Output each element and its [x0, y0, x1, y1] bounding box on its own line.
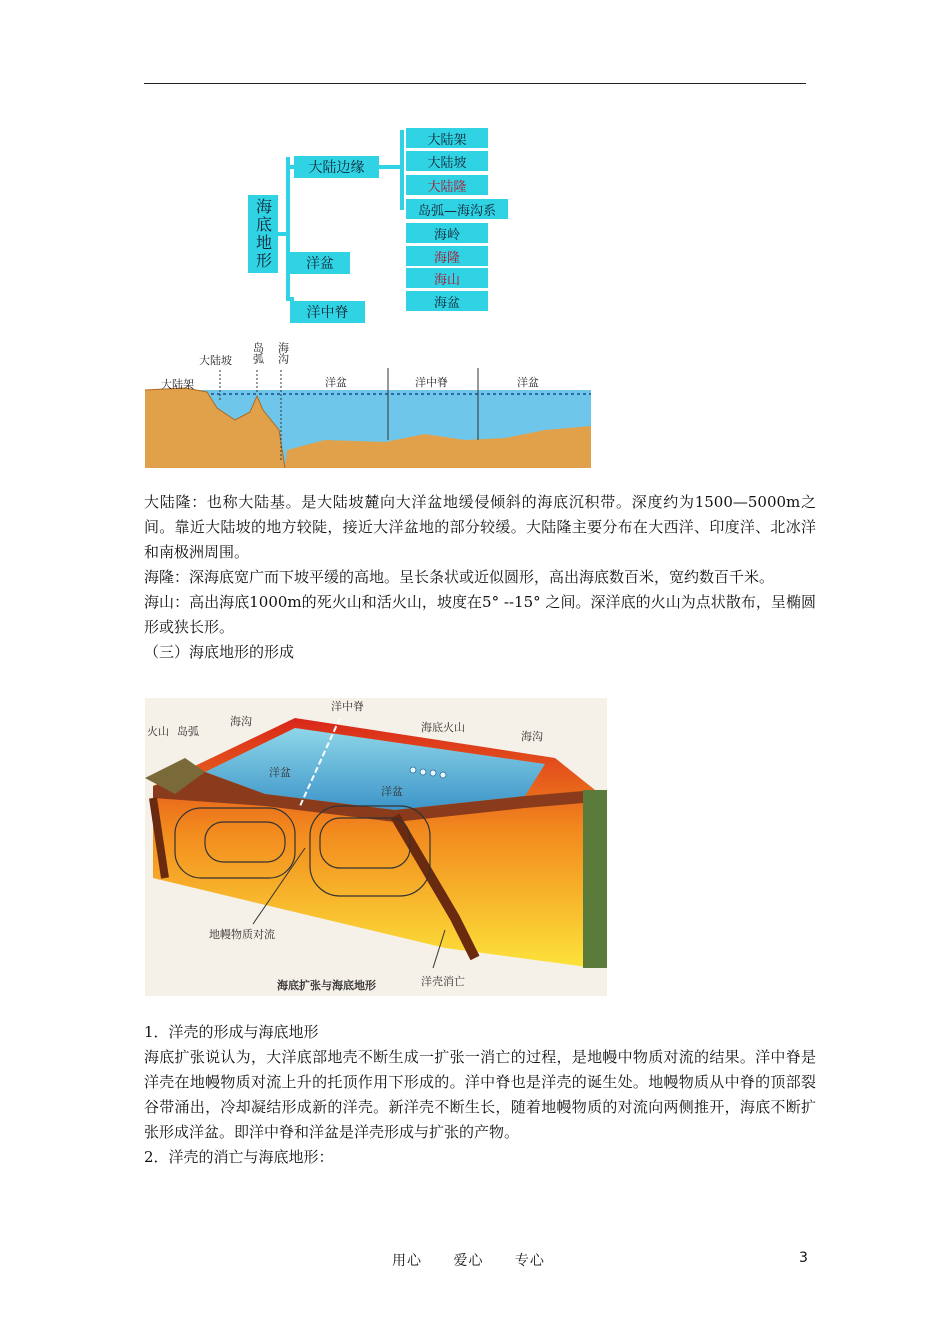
section-heading-formation: （三）海底地形的形成	[144, 643, 295, 661]
profile-label-basin1: 洋盆	[325, 376, 347, 389]
spread-caption: 海底扩张与海底地形	[277, 979, 376, 992]
seafloor-spreading-diagram	[145, 698, 607, 996]
spread-label-volcano: 火山	[147, 725, 169, 738]
tree-connector	[286, 157, 290, 300]
text-section-1	[144, 490, 816, 665]
tree-node-continental-margin: 大陆边缘	[294, 156, 379, 178]
seafloor-terrain-tree	[248, 120, 518, 330]
spread-label-basin-right: 洋盆	[381, 785, 403, 798]
subheading-crust-subduction: 2．洋壳的消亡与海底地形：	[144, 1148, 334, 1166]
spread-label-ridge: 洋中脊	[331, 700, 364, 713]
text-section-2	[144, 1020, 816, 1170]
tree-leaf: 海盆	[406, 291, 488, 311]
tree-leaf: 海山	[406, 268, 488, 288]
tree-leaf: 大陆架	[406, 128, 488, 148]
page-number: 3	[799, 1250, 808, 1266]
profile-label-basin2: 洋盆	[517, 376, 539, 389]
tree-node-ocean-basin: 洋盆	[290, 252, 350, 274]
paragraph-seafloor-spreading: 海底扩张说认为，大洋底部地壳不断生成一扩张一消亡的过程，是地幔中物质对流的结果。洋中脊是洋壳在地幔物质对流上升的托顶作用下形成的。洋中脊也是洋壳的诞生处。地幔物质从中脊的顶部裂谷带涌出，冷却凝结形成新的洋壳。新洋壳不断生长，随着地幔物质的对流向两侧推开，海底不断扩张形成洋盆。即洋中脊和洋盆是洋壳形成与扩张的产物。	[144, 1048, 816, 1141]
header-rule	[144, 83, 806, 84]
tree-leaf: 海岭	[406, 223, 488, 243]
spread-label-seamount: 海底火山	[421, 721, 465, 734]
profile-label-arc: 岛弧	[251, 342, 265, 364]
spread-label-subduction: 洋壳消亡	[421, 975, 465, 988]
seafloor-profile-diagram	[145, 330, 591, 468]
tree-leaf: 海隆	[406, 246, 488, 266]
spread-label-convection: 地幔物质对流	[209, 928, 275, 941]
profile-svg	[145, 330, 591, 468]
spread-label-arc: 岛弧	[177, 725, 199, 738]
tree-connector	[286, 165, 294, 169]
spread-svg	[145, 698, 607, 996]
profile-label-trench: 海沟	[276, 342, 290, 364]
profile-label-ridge: 洋中脊	[415, 376, 448, 389]
tree-connector	[278, 232, 288, 236]
footer-motto	[392, 1250, 571, 1270]
profile-label-shelf: 大陆架	[161, 378, 194, 391]
footer-word: 爱心	[453, 1253, 484, 1269]
tree-root: 海底地形	[248, 195, 278, 273]
spread-label-basin-left: 洋盆	[269, 766, 291, 779]
subheading-crust-formation: 1．洋壳的形成与海底地形	[144, 1023, 319, 1041]
tree-node-mid-ocean-ridge: 洋中脊	[290, 301, 365, 323]
spread-label-trench-left: 海沟	[230, 715, 252, 728]
paragraph-seamount: 海山：高出海底1000m的死火山和活火山，坡度在5° --15° 之间。深洋底的火山为点状散布，呈椭圆形或狭长形。	[144, 593, 816, 636]
tree-leaf: 大陆坡	[406, 151, 488, 171]
footer-word: 用心	[392, 1253, 422, 1269]
footer-word: 专心	[514, 1253, 545, 1269]
paragraph-oceanic-rise: 海隆：深海底宽广而下坡平缓的高地。呈长条状或近似圆形，高出海底数百米，宽约数百千米。	[144, 568, 775, 586]
spread-label-trench-right: 海沟	[521, 730, 543, 743]
profile-label-slope: 大陆坡	[199, 354, 232, 367]
tree-leaf: 岛弧—海沟系	[406, 199, 508, 219]
tree-connector	[400, 130, 404, 210]
paragraph-continental-rise: 大陆隆：也称大陆基。是大陆坡麓向大洋盆地缓侵倾斜的海底沉积带。深度约为1500—5000m之间。靠近大陆坡的地方较陡，接近大洋盆地的部分较缓。大陆隆主要分布在大西洋、印度洋、北冰洋和南极洲周围。	[144, 493, 816, 561]
tree-connector	[379, 165, 401, 169]
tree-leaf: 大陆隆	[406, 175, 488, 195]
